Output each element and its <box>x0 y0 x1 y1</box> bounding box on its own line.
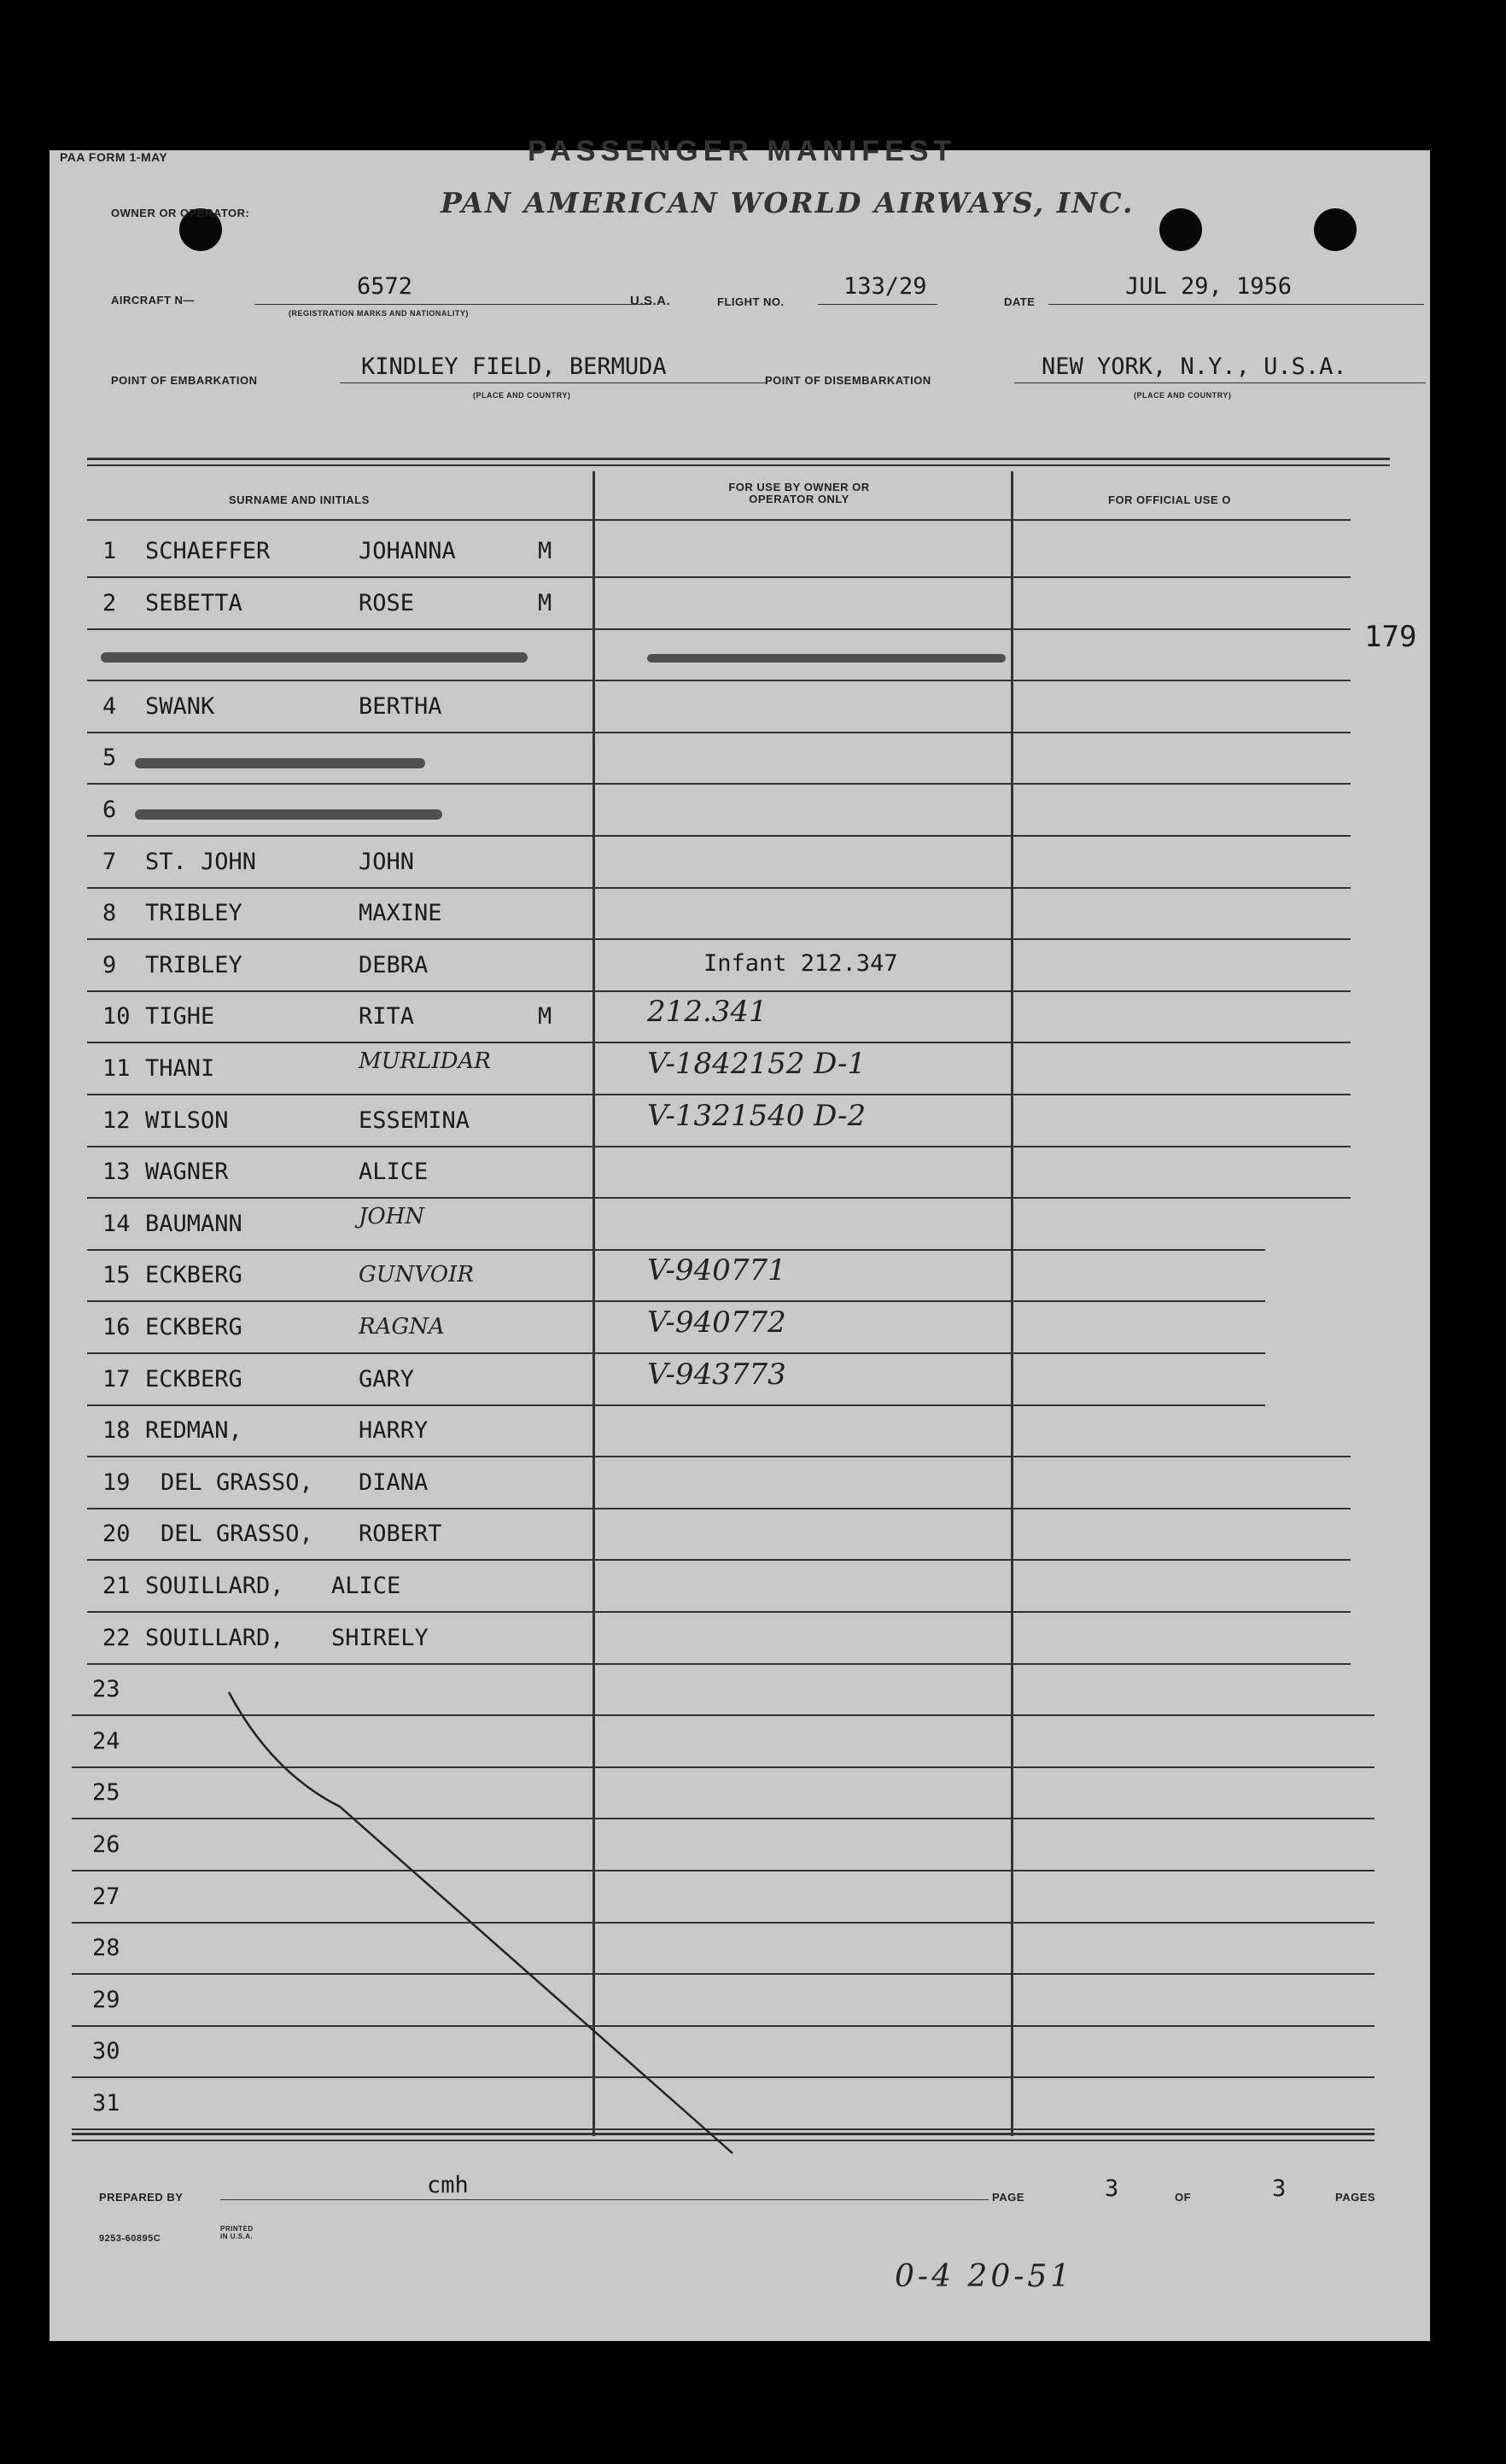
handwritten-bottom-note: 0-4 20-51 <box>895 2259 1074 2294</box>
airline-name: PAN AMERICAN WORLD AIRWAYS, INC. <box>441 186 1135 219</box>
passenger-surname: TRIBLEY <box>145 900 242 926</box>
passenger-surname: ECKBERG <box>145 1314 242 1340</box>
passenger-given-name: ROSE <box>359 590 415 616</box>
page-value: 3 <box>1105 2175 1119 2202</box>
row-number: 12 <box>102 1107 131 1134</box>
passenger-given-name: RAGNA <box>359 1314 445 1340</box>
passenger-surname: SOUILLARD, <box>145 1625 284 1651</box>
owner-use-note: V-940772 <box>647 1305 786 1340</box>
row-number: 21 <box>102 1573 131 1599</box>
col-surname-header: SURNAME AND INITIALS <box>229 493 370 506</box>
passenger-given-name: BERTHA <box>359 693 442 720</box>
passenger-surname: BAUMANN <box>145 1211 242 1237</box>
disembark-label: POINT OF DISEMBARKATION <box>765 374 931 387</box>
row-number: 28 <box>92 1935 120 1961</box>
side-number: 179 <box>1364 620 1417 654</box>
passenger-given-name: HARRY <box>359 1417 429 1444</box>
row-number: 16 <box>102 1314 131 1340</box>
row-number: 18 <box>102 1417 131 1444</box>
passenger-given-name: ALICE <box>359 1159 429 1185</box>
passenger-sex: M <box>538 590 552 616</box>
passenger-given-name: JOHN <box>359 1204 425 1229</box>
row-number: 19 <box>102 1469 131 1496</box>
disembark-value: NEW YORK, N.Y., U.S.A. <box>1042 353 1347 380</box>
row-number: 9 <box>102 952 117 978</box>
date-value: JUL 29, 1956 <box>1125 273 1293 300</box>
passenger-given-name: ESSEMINA <box>359 1107 470 1134</box>
owner-use-note: V-1321540 D-2 <box>647 1099 867 1133</box>
passenger-surname: SCHAEFFER <box>145 538 271 564</box>
form-number: 9253-60895C <box>99 2233 161 2244</box>
row-number: 17 <box>102 1366 131 1393</box>
row-number: 5 <box>102 744 117 771</box>
embark-label: POINT OF EMBARKATION <box>111 374 258 387</box>
row-number: 20 <box>102 1521 131 1547</box>
flight-value: 133/29 <box>843 273 927 300</box>
printed-label: PRINTED IN U.S.A. <box>220 2225 254 2240</box>
passenger-given-name: GUNVOIR <box>359 1262 474 1287</box>
row-number: 8 <box>102 900 117 926</box>
page-label: PAGE <box>992 2191 1024 2204</box>
row-number: 6 <box>102 797 117 823</box>
col-owner-header: FOR USE BY OWNER OR OPERATOR ONLY <box>728 481 870 505</box>
owner-use-note: V-940771 <box>647 1253 786 1287</box>
row-number: 1 <box>102 538 117 564</box>
row-number: 15 <box>102 1262 131 1288</box>
col-official-header: FOR OFFICIAL USE O <box>1108 493 1231 506</box>
passenger-surname: ECKBERG <box>145 1366 242 1393</box>
passenger-given-name: MAXINE <box>359 900 442 926</box>
owner-use-note: V-1842152 D-1 <box>647 1047 867 1081</box>
row-number: 29 <box>92 1987 120 2013</box>
passenger-surname: TRIBLEY <box>145 952 242 978</box>
date-label: DATE <box>1004 295 1036 308</box>
row-number: 11 <box>102 1055 131 1082</box>
aircraft-value: 6572 <box>357 273 413 300</box>
row-number: 30 <box>92 2038 120 2064</box>
owner-use-note: 212.341 <box>647 995 768 1029</box>
row-number: 27 <box>92 1883 120 1910</box>
passenger-given-name: MURLIDAR <box>359 1048 491 1074</box>
embark-value: KINDLEY FIELD, BERMUDA <box>361 353 667 380</box>
of-label: OF <box>1175 2191 1192 2204</box>
row-number: 25 <box>92 1779 120 1806</box>
row-number: 26 <box>92 1831 120 1858</box>
row-number: 22 <box>102 1625 131 1651</box>
passenger-surname: THANI <box>145 1055 215 1082</box>
row-number: 4 <box>102 693 117 720</box>
passenger-given-name: DIANA <box>359 1469 429 1496</box>
pages-label: PAGES <box>1335 2191 1376 2204</box>
void-diagonal-line <box>50 150 1430 2341</box>
passenger-surname: TIGHE <box>145 1003 215 1030</box>
form-code-top: PAA FORM 1-MAY <box>60 150 168 164</box>
passenger-surname: DEL GRASSO, <box>161 1469 313 1496</box>
row-number: 2 <box>102 590 117 616</box>
prepared-label: PREPARED BY <box>99 2191 184 2204</box>
passenger-given-name: SHIRELY <box>331 1625 429 1651</box>
passenger-surname: SWANK <box>145 693 215 720</box>
manifest-heading: PASSENGER MANIFEST <box>528 135 957 167</box>
of-value: 3 <box>1272 2175 1287 2202</box>
row-number: 24 <box>92 1728 120 1755</box>
usa-label: U.S.A. <box>630 294 671 308</box>
passenger-given-name: GARY <box>359 1366 415 1393</box>
owner-label: OWNER OR OPERATOR: <box>111 207 250 219</box>
row-number: 31 <box>92 2090 120 2117</box>
flight-label: FLIGHT NO. <box>717 295 785 308</box>
passenger-surname: ST. JOHN <box>145 849 257 875</box>
passenger-surname: REDMAN, <box>145 1417 242 1444</box>
passenger-given-name: JOHANNA <box>359 538 456 564</box>
passenger-given-name: RITA <box>359 1003 415 1030</box>
passenger-surname: DEL GRASSO, <box>161 1521 313 1547</box>
passenger-surname: ECKBERG <box>145 1262 242 1288</box>
aircraft-label: AIRCRAFT N— <box>111 294 195 307</box>
row-number: 7 <box>102 849 117 875</box>
passenger-surname: WAGNER <box>145 1159 229 1185</box>
row-number: 13 <box>102 1159 131 1185</box>
manifest-page <box>50 135 1430 2341</box>
passenger-sex: M <box>538 1003 552 1030</box>
registration-caption: (REGISTRATION MARKS AND NATIONALITY) <box>289 309 469 318</box>
owner-use-note: Infant 212.347 <box>703 950 898 977</box>
passenger-given-name: DEBRA <box>359 952 429 978</box>
passenger-sex: M <box>538 538 552 564</box>
prepared-value: cmh <box>427 2172 469 2198</box>
passenger-surname: SEBETTA <box>145 590 242 616</box>
passenger-surname: SOUILLARD, <box>145 1573 284 1599</box>
row-number: 14 <box>102 1211 131 1237</box>
place-caption-1: (PLACE AND COUNTRY) <box>473 391 571 400</box>
passenger-surname: WILSON <box>145 1107 229 1134</box>
passenger-given-name: ROBERT <box>359 1521 442 1547</box>
row-number: 10 <box>102 1003 131 1030</box>
owner-use-note: V-943773 <box>647 1358 786 1392</box>
passenger-given-name: JOHN <box>359 849 415 875</box>
passenger-given-name: ALICE <box>331 1573 401 1599</box>
row-number: 23 <box>92 1676 120 1702</box>
place-caption-2: (PLACE AND COUNTRY) <box>1134 391 1232 400</box>
